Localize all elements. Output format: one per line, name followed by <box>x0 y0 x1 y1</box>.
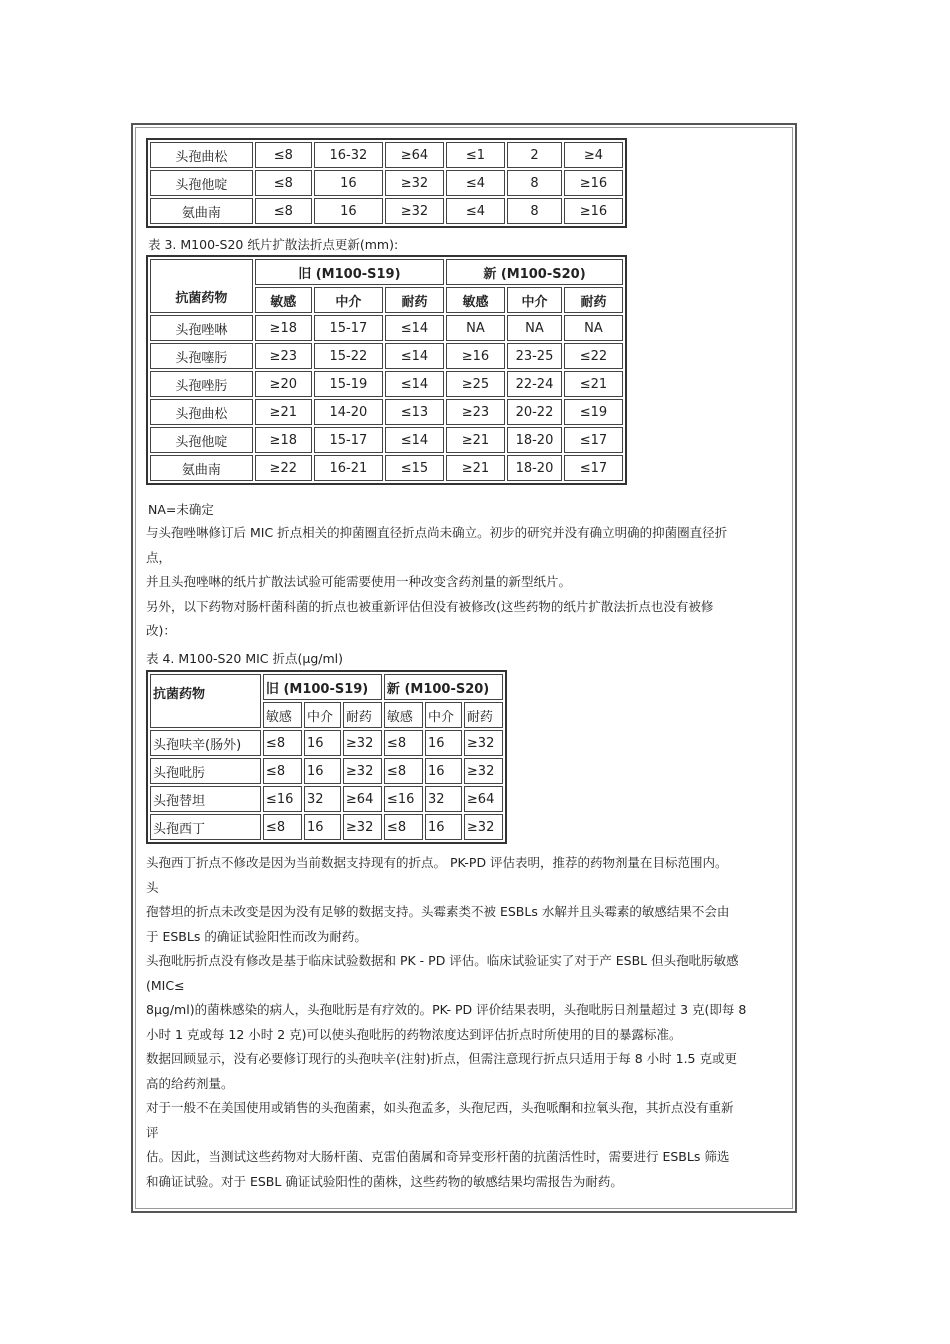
cell: 32 <box>425 786 462 812</box>
cell: ≤14 <box>385 371 444 397</box>
cell: ≤14 <box>385 315 444 341</box>
cell: ≤8 <box>263 758 302 784</box>
cell: 20-22 <box>507 399 562 425</box>
cell: ≥16 <box>564 198 623 224</box>
table-row <box>150 198 623 224</box>
text-line: 数据回顾显示，没有必要修订现行的头孢呋辛(注射)折点，但需注意现行折点只适用于每 8 小时 1.5 克或更 <box>146 1051 737 1066</box>
table-row <box>150 343 623 369</box>
cell: ≤8 <box>384 814 423 840</box>
drug-name: 头孢唑啉 <box>150 315 253 341</box>
cell: 16-32 <box>314 142 383 168</box>
new-header: 新 (M100-S20) <box>384 674 503 700</box>
drug-name: 头孢西丁 <box>150 814 261 840</box>
drug-name: 头孢呋辛(肠外) <box>150 730 261 756</box>
text-line: 小时 1 克或每 12 小时 2 克)可以使头孢吡肟的药物浓度达到评估折点时所使用的目的暴露标准。 <box>146 1026 682 1042</box>
header-row <box>150 674 503 700</box>
cell: ≥22 <box>255 455 312 481</box>
cell: ≥64 <box>343 786 382 812</box>
cell: 14-20 <box>314 399 383 425</box>
table4 <box>146 670 507 844</box>
cell: 16 <box>314 198 383 224</box>
cell: ≥23 <box>255 343 312 369</box>
text-line: 估。因此，当测试这些药物对大肠杆菌、克雷伯菌属和奇异变形杆菌的抗菌活性时，需要进行 ESBLs 筛选 <box>146 1149 730 1164</box>
cell: 15-19 <box>314 371 383 397</box>
table-row <box>150 315 623 341</box>
cell: 16 <box>304 814 341 840</box>
text-line: 点， <box>146 549 172 565</box>
sub-header: 耐药 <box>464 702 503 728</box>
cell: 16-21 <box>314 455 383 481</box>
cell: ≤8 <box>255 198 312 224</box>
text-line: 对于一般不在美国使用或销售的头孢菌素，如头孢孟多，头孢尼西，头孢哌酮和拉氧头孢，其折点没有重新 <box>146 1100 734 1115</box>
cell: ≥32 <box>385 170 444 196</box>
cell: ≥32 <box>343 758 382 784</box>
sub-header: 耐药 <box>385 287 444 313</box>
drug-name: 头孢替坦 <box>150 786 261 812</box>
na-note: NA=未确定 <box>148 502 214 517</box>
drug-name: 头孢噻肟 <box>150 343 253 369</box>
table3 <box>146 255 627 485</box>
sub-header: 敏感 <box>446 287 505 313</box>
table-row <box>150 371 623 397</box>
new-header: 新 (M100-S20) <box>446 259 623 285</box>
cell: 15-17 <box>314 427 383 453</box>
drug-name: 头孢曲松 <box>150 142 253 168</box>
sub-header: 耐药 <box>343 702 382 728</box>
old-header: 旧 (M100-S19) <box>263 674 382 700</box>
cell: ≥18 <box>255 427 312 453</box>
cell: 23-25 <box>507 343 562 369</box>
cell: 22-24 <box>507 371 562 397</box>
cell: ≤19 <box>564 399 623 425</box>
cell: 16 <box>314 170 383 196</box>
old-header: 旧 (M100-S19) <box>255 259 444 285</box>
cell: ≥21 <box>255 399 312 425</box>
text-line: 头 <box>146 879 159 895</box>
cell: ≤21 <box>564 371 623 397</box>
cell: 8 <box>507 170 562 196</box>
text-line: 头孢西丁折点不修改是因为当前数据支持现有的折点。 PK-PD 评估表明，推荐的药物剂量在目标范围内。 <box>146 855 728 870</box>
cell: ≤16 <box>384 786 423 812</box>
cell: ≤13 <box>385 399 444 425</box>
cell: NA <box>564 315 623 341</box>
table-row <box>150 427 623 453</box>
text-line: 于 ESBLs 的确证试验阳性而改为耐药。 <box>146 928 367 944</box>
table3-caption: 表 3. M100-S20 纸片扩散法折点更新(mm): <box>148 237 399 252</box>
table-row <box>150 399 623 425</box>
cell: ≥32 <box>464 758 503 784</box>
paragraph-2 <box>146 851 786 1194</box>
text-line: 和确证试验。对于 ESBL 确证试验阳性的菌株，这些药物的敏感结果均需报告为耐药。 <box>146 1173 623 1189</box>
cell: 8 <box>507 198 562 224</box>
drug-column-header: 抗菌药物 <box>150 259 253 313</box>
cell: 15-22 <box>314 343 383 369</box>
drug-name: 头孢唑肟 <box>150 371 253 397</box>
cell: 16 <box>425 730 462 756</box>
sub-header: 敏感 <box>263 702 302 728</box>
cell: ≥20 <box>255 371 312 397</box>
cell: 18-20 <box>507 455 562 481</box>
cell: 15-17 <box>314 315 383 341</box>
cell: ≥32 <box>343 730 382 756</box>
table-row <box>150 758 503 784</box>
text-line: 并且头孢唑啉的纸片扩散法试验可能需要使用一种改变含药剂量的新型纸片。 <box>146 574 572 589</box>
cell: ≥32 <box>385 198 444 224</box>
drug-name: 头孢他啶 <box>150 427 253 453</box>
cell: ≤4 <box>446 170 505 196</box>
cell: ≤4 <box>446 198 505 224</box>
cell: NA <box>446 315 505 341</box>
sub-header: 敏感 <box>255 287 312 313</box>
sub-header: 中介 <box>425 702 462 728</box>
text-line: 另外，以下药物对肠杆菌科菌的折点也被重新评估但没有被修改(这些药物的纸片扩散法折点也没有被修 <box>146 598 714 614</box>
cell: ≤8 <box>384 758 423 784</box>
cell: ≥21 <box>446 455 505 481</box>
cell: ≤14 <box>385 343 444 369</box>
header-row <box>150 259 623 285</box>
cell: ≥16 <box>446 343 505 369</box>
cell: ≥18 <box>255 315 312 341</box>
cell: ≤15 <box>385 455 444 481</box>
cell: ≥16 <box>564 170 623 196</box>
table-row <box>150 142 623 168</box>
cell: ≥25 <box>446 371 505 397</box>
drug-name: 氨曲南 <box>150 198 253 224</box>
table4-caption: 表 4. M100-S20 MIC 折点(μg/ml) <box>146 651 344 666</box>
table-row <box>150 730 503 756</box>
table-row <box>150 814 503 840</box>
drug-name: 氨曲南 <box>150 455 253 481</box>
cell: ≤1 <box>446 142 505 168</box>
table-top <box>146 138 627 228</box>
cell: ≤14 <box>385 427 444 453</box>
text-line: 改)： <box>146 623 176 638</box>
drug-name: 头孢吡肟 <box>150 758 261 784</box>
sub-header: 敏感 <box>384 702 423 728</box>
text-line: 8μg/ml)的菌株感染的病人，头孢吡肟是有疗效的。PK- PD 评价结果表明，头孢吡肟日剂量超过 3 克(即每 8 <box>146 1002 747 1017</box>
cell: ≤17 <box>564 427 623 453</box>
sub-header: 中介 <box>304 702 341 728</box>
cell: ≥32 <box>343 814 382 840</box>
text-line: (MIC≤ <box>146 977 185 993</box>
text-line: 头孢吡肟折点没有修改是基于临床试验数据和 PK - PD 评估。临床试验证实了对于产 ESBL 但头孢吡肟敏感 <box>146 953 739 968</box>
cell: ≤8 <box>263 730 302 756</box>
text-line: 高的给药剂量。 <box>146 1075 234 1091</box>
cell: 16 <box>304 730 341 756</box>
cell: ≥4 <box>564 142 623 168</box>
sub-header: 耐药 <box>564 287 623 313</box>
table-row <box>150 170 623 196</box>
cell: 16 <box>425 814 462 840</box>
drug-column-header: 抗菌药物 <box>150 674 261 728</box>
text-line: 孢替坦的折点未改变是因为没有足够的数据支持。头霉素类不被 ESBLs 水解并且头霉素的敏感结果不会由 <box>146 904 730 919</box>
cell: ≥23 <box>446 399 505 425</box>
drug-name: 头孢他啶 <box>150 170 253 196</box>
cell: ≤8 <box>384 730 423 756</box>
paragraph-1 <box>146 521 786 644</box>
cell: ≥64 <box>464 786 503 812</box>
cell: ≥64 <box>385 142 444 168</box>
cell: ≤8 <box>263 814 302 840</box>
cell: ≤17 <box>564 455 623 481</box>
cell: 16 <box>304 758 341 784</box>
sub-header: 中介 <box>507 287 562 313</box>
cell: ≤16 <box>263 786 302 812</box>
cell: NA <box>507 315 562 341</box>
cell: ≥32 <box>464 814 503 840</box>
cell: ≥21 <box>446 427 505 453</box>
cell: 2 <box>507 142 562 168</box>
cell: ≤22 <box>564 343 623 369</box>
table-row <box>150 455 623 481</box>
text-line: 与头孢唑啉修订后 MIC 折点相关的抑菌圈直径折点尚未确立。初步的研究并没有确立明确的抑菌圈直径折 <box>146 525 728 540</box>
cell: ≥32 <box>464 730 503 756</box>
cell: 16 <box>425 758 462 784</box>
drug-name: 头孢曲松 <box>150 399 253 425</box>
sub-header: 中介 <box>314 287 383 313</box>
cell: 18-20 <box>507 427 562 453</box>
cell: 32 <box>304 786 341 812</box>
cell: ≤8 <box>255 142 312 168</box>
cell: ≤8 <box>255 170 312 196</box>
table-row <box>150 786 503 812</box>
text-line: 评 <box>146 1124 159 1140</box>
